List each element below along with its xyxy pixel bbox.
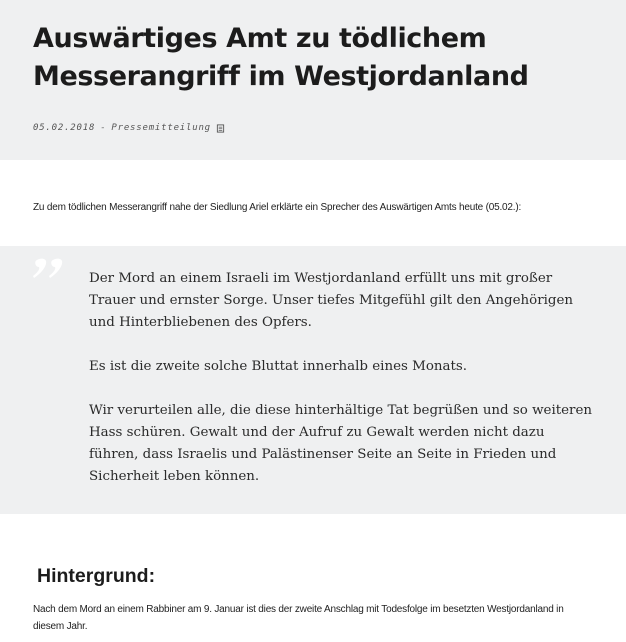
quote-text [89, 268, 594, 510]
quote-paragraph: Der Mord an einem Israeli im Westjordanland erfüllt uns mit großer Trauer und ernster Sorge. Unser tiefes Mitgefühl gilt den Angehörigen und Hinterbliebenen des Opfers. [89, 271, 574, 330]
meta-separator: - [100, 123, 107, 133]
background-paragraph: Nach dem Mord an einem Rabbiner am 9. Januar ist dies der zweite Anschlag mit Todesfolge im besetzten Westjordanland in diesem Jahr. [33, 604, 564, 632]
publish-date: 05.02.2018 [33, 123, 96, 133]
background-heading: Hintergrund: [37, 565, 156, 587]
quotation-mark-icon [31, 250, 67, 286]
article-meta [33, 123, 225, 133]
quote-paragraph: Es ist die zweite solche Bluttat innerhalb eines Monats. [89, 359, 468, 374]
document-icon [216, 124, 225, 133]
page-title: Auswärtiges Amt zu tödlichem Messerangriff im Westjordanland [33, 23, 529, 92]
intro-paragraph: Zu dem tödlichen Messerangriff nahe der Siedlung Ariel erklärte ein Sprecher des Auswärtigen Amts heute (05.02.): [33, 202, 522, 213]
category-label[interactable]: Pressemitteilung [111, 123, 211, 133]
quote-paragraph: Wir verurteilen alle, die diese hinterhältige Tat begrüßen und so weiteren Hass schüren. Gewalt und der Aufruf zu Gewalt werden nicht dazu führen, dass Israelis und Palästinenser Seite an Seite in Frieden und Sicherheit leben können. [89, 403, 593, 484]
